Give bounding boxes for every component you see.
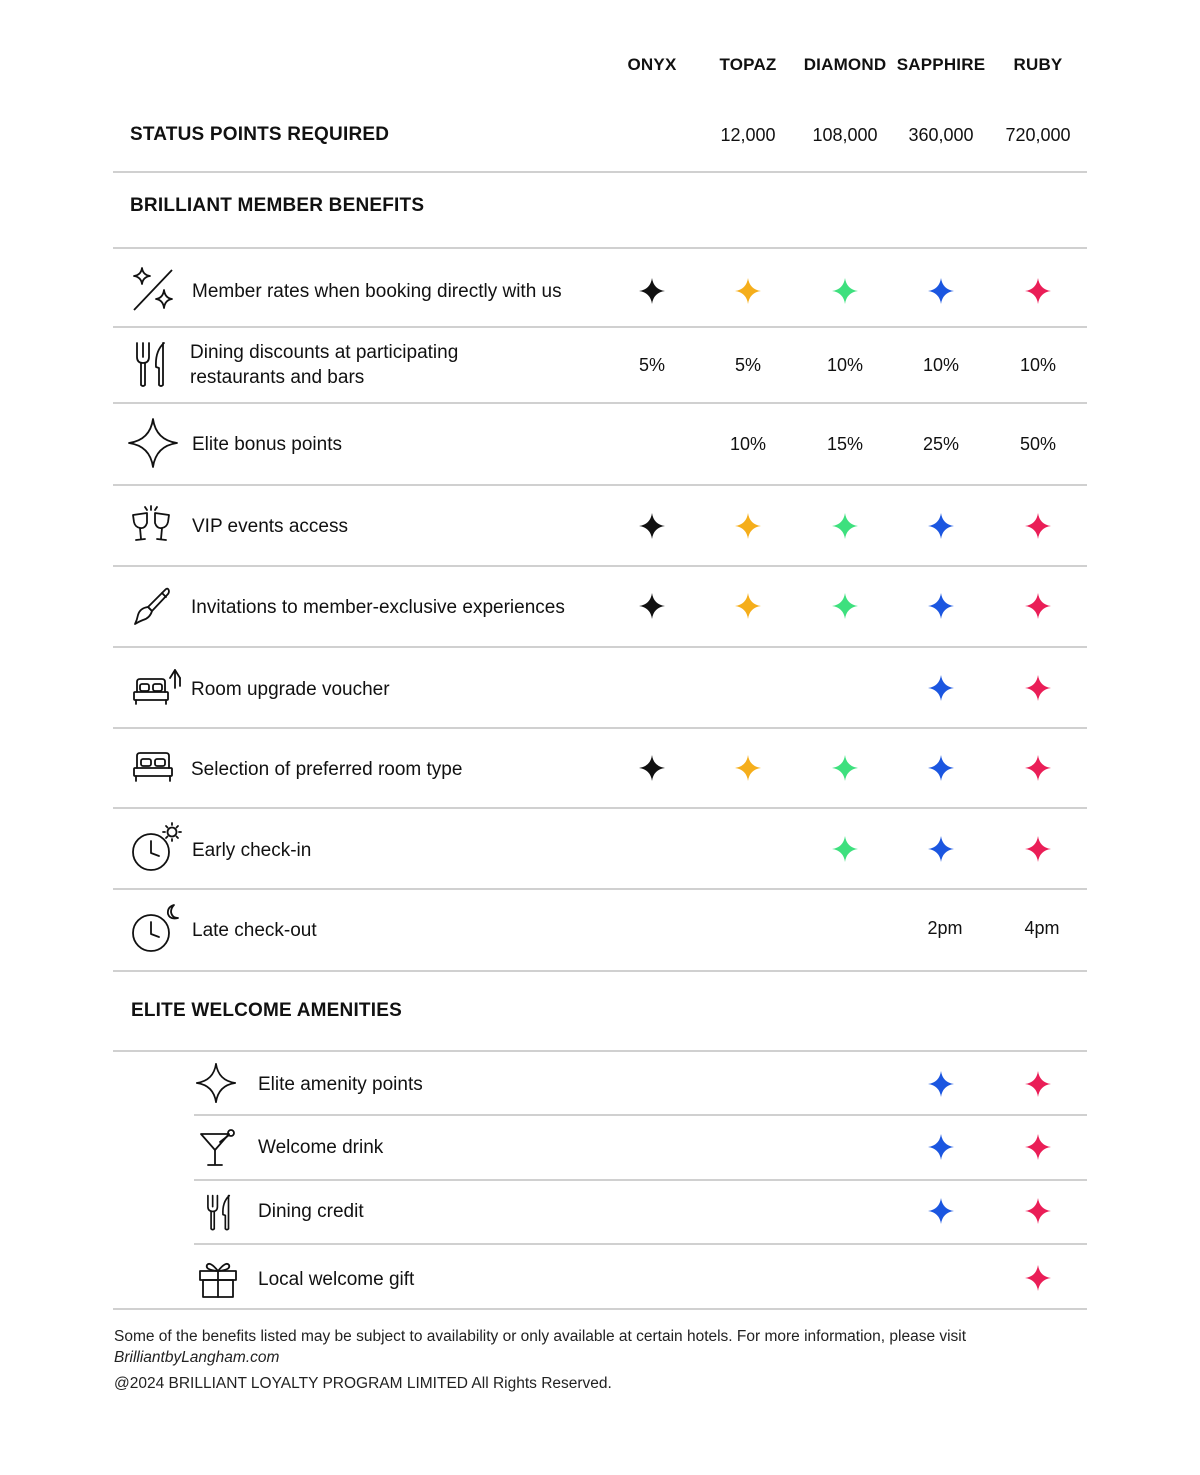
- star-topaz-icon: [735, 755, 761, 781]
- divider: [194, 1114, 1087, 1116]
- divider: [113, 888, 1087, 890]
- cell-sapphire: 10%: [922, 355, 960, 375]
- row-label: Invitations to member-exclusive experiences: [191, 597, 565, 618]
- star-ruby-icon: [1025, 1265, 1051, 1291]
- divider: [113, 402, 1087, 404]
- member-benefits-title: BRILLIANT MEMBER BENEFITS: [130, 195, 425, 216]
- divider: [113, 484, 1087, 486]
- star-diamond-icon: [832, 593, 858, 619]
- cell-ruby: 10%: [1019, 355, 1057, 375]
- sparkle-icon: [128, 418, 178, 468]
- divider: [194, 1243, 1087, 1245]
- row-label: Member rates when booking directly with us: [192, 281, 562, 302]
- fork-knife-icon: [134, 341, 168, 389]
- star-topaz-icon: [735, 513, 761, 539]
- tier-sapphire: SAPPHIRE: [896, 55, 986, 74]
- toast-glasses-icon: [131, 505, 171, 545]
- row-label: Local welcome gift: [258, 1269, 415, 1290]
- cocktail-icon: [198, 1128, 238, 1168]
- divider: [113, 970, 1087, 972]
- clock-sun-icon: [130, 822, 184, 874]
- sparkles-icon: [128, 266, 176, 314]
- star-ruby-icon: [1025, 755, 1051, 781]
- star-topaz-icon: [735, 593, 761, 619]
- cell-sapphire: 2pm: [927, 918, 963, 938]
- star-diamond-icon: [832, 755, 858, 781]
- star-ruby-icon: [1025, 593, 1051, 619]
- star-sapphire-icon: [928, 836, 954, 862]
- star-onyx-icon: [639, 513, 665, 539]
- row-label: Dining discounts at participating restaurants and bars: [190, 342, 459, 388]
- cell-diamond: 15%: [826, 434, 864, 454]
- status-points-diamond: 108,000: [812, 125, 878, 145]
- star-sapphire-icon: [928, 1198, 954, 1224]
- footer-copyright: @2024 BRILLIANT LOYALTY PROGRAM LIMITED All Rights Reserved.: [114, 1375, 612, 1392]
- row-label: Early check-in: [192, 840, 312, 861]
- star-diamond-icon: [832, 513, 858, 539]
- divider: [113, 326, 1087, 328]
- row-label: Elite bonus points: [192, 434, 342, 455]
- bed-icon: [132, 750, 174, 784]
- star-ruby-icon: [1025, 675, 1051, 701]
- sparkle-icon: [196, 1063, 236, 1103]
- star-diamond-icon: [832, 836, 858, 862]
- status-points-ruby: 720,000: [1005, 125, 1071, 145]
- cell-ruby: 50%: [1019, 434, 1057, 454]
- star-ruby-icon: [1025, 1134, 1051, 1160]
- star-ruby-icon: [1025, 1198, 1051, 1224]
- star-diamond-icon: [832, 278, 858, 304]
- status-points-topaz: 12,000: [720, 125, 776, 145]
- cell-topaz: 5%: [734, 355, 761, 375]
- divider: [113, 247, 1087, 249]
- divider: [113, 646, 1087, 648]
- star-sapphire-icon: [928, 513, 954, 539]
- row-label: Welcome drink: [258, 1137, 384, 1158]
- paintbrush-icon: [132, 587, 172, 627]
- cell-topaz: 10%: [729, 434, 767, 454]
- row-label: Elite amenity points: [258, 1074, 423, 1095]
- star-sapphire-icon: [928, 278, 954, 304]
- welcome-amenities-title: ELITE WELCOME AMENITIES: [131, 1000, 402, 1021]
- row-label: Dining credit: [258, 1201, 364, 1222]
- star-ruby-icon: [1025, 278, 1051, 304]
- star-ruby-icon: [1025, 513, 1051, 539]
- star-sapphire-icon: [928, 1134, 954, 1160]
- cell-ruby: 4pm: [1024, 918, 1060, 938]
- divider: [113, 727, 1087, 729]
- cell-sapphire: 25%: [922, 434, 960, 454]
- divider: [113, 1050, 1087, 1052]
- fork-knife-icon: [205, 1194, 233, 1232]
- tier-ruby: RUBY: [1013, 55, 1063, 74]
- footer-note-text: Some of the benefits listed may be subject to availability or only available at certain hotels. For more information, please visit: [114, 1328, 967, 1345]
- gift-icon: [198, 1259, 238, 1299]
- clock-moon-icon: [130, 903, 184, 955]
- divider: [194, 1179, 1087, 1181]
- footer-link[interactable]: BrilliantbyLangham.com: [114, 1349, 280, 1366]
- divider: [113, 171, 1087, 173]
- star-sapphire-icon: [928, 675, 954, 701]
- star-sapphire-icon: [928, 593, 954, 619]
- bed-upgrade-icon: [132, 666, 184, 708]
- divider: [113, 565, 1087, 567]
- status-points-sapphire: 360,000: [908, 125, 974, 145]
- star-sapphire-icon: [928, 755, 954, 781]
- row-label: Selection of preferred room type: [191, 759, 463, 780]
- tier-topaz: TOPAZ: [719, 55, 777, 74]
- status-points-label: STATUS POINTS REQUIRED: [130, 124, 390, 145]
- star-onyx-icon: [639, 755, 665, 781]
- row-label: Room upgrade voucher: [191, 679, 390, 700]
- cell-onyx: 5%: [638, 355, 665, 375]
- row-label: VIP events access: [192, 516, 348, 537]
- tier-diamond: DIAMOND: [803, 55, 887, 74]
- tier-onyx: ONYX: [627, 55, 677, 74]
- star-ruby-icon: [1025, 836, 1051, 862]
- row-label: Late check-out: [192, 920, 317, 941]
- star-ruby-icon: [1025, 1071, 1051, 1097]
- divider: [113, 1308, 1087, 1310]
- star-sapphire-icon: [928, 1071, 954, 1097]
- footer-note: [114, 1326, 1074, 1368]
- star-topaz-icon: [735, 278, 761, 304]
- divider: [113, 807, 1087, 809]
- star-onyx-icon: [639, 278, 665, 304]
- cell-diamond: 10%: [826, 355, 864, 375]
- star-onyx-icon: [639, 593, 665, 619]
